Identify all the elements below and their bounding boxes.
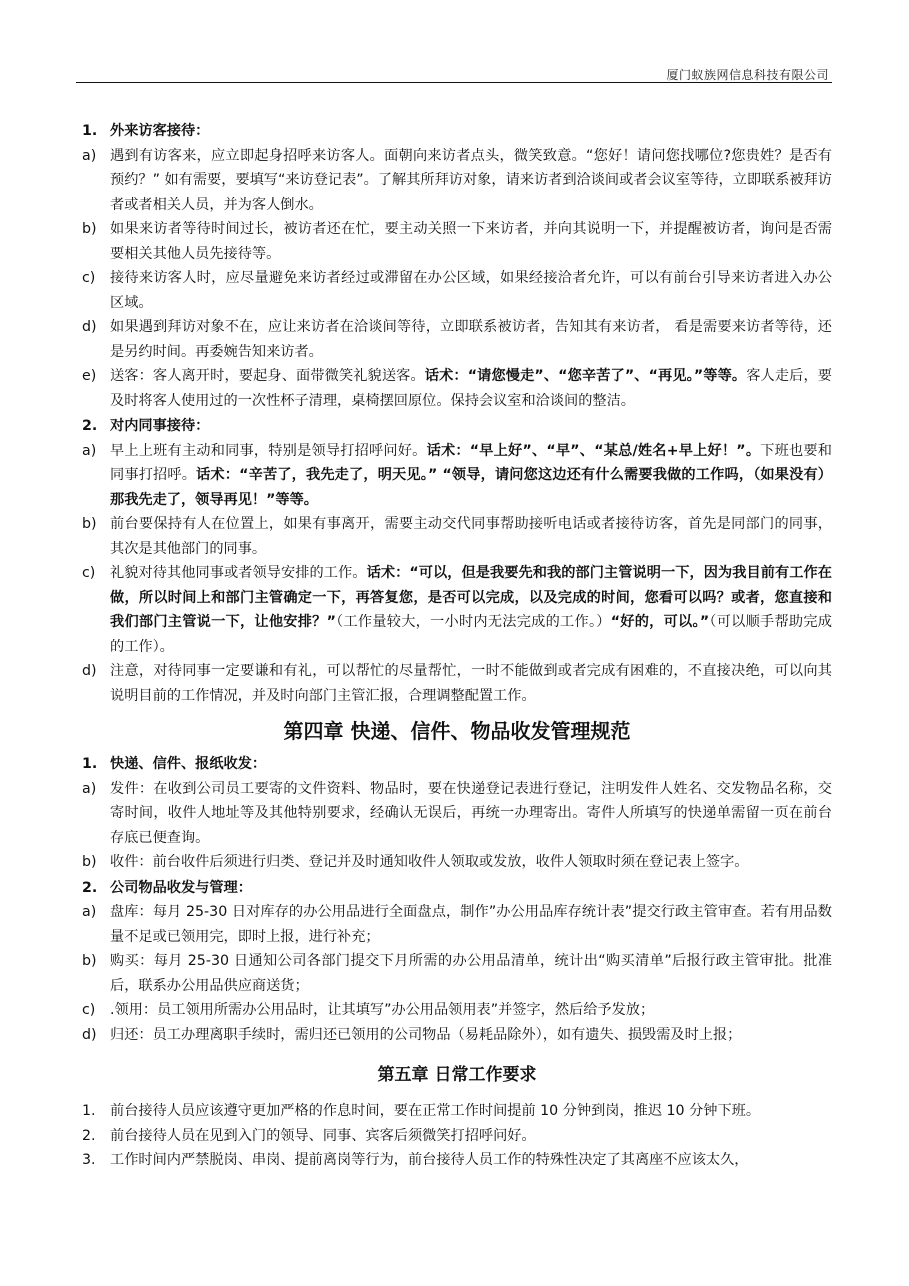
item-text — [110, 315, 832, 364]
list-item — [82, 512, 832, 561]
text-segment: 遇到有访客来，应立即起身招呼来访客人。面朝向来访者点头，微笑致意。“您好！请问您找哪位?您贵姓？是否有预约？” 如有需要，要填写“来访登记表”。了解其所拜访对象，请来访者到洽谈间或者会议室等待，立即联系被拜访者或者相关人员，并为客人倒水。 — [110, 147, 832, 213]
section-title: 公司物品收发与管理： — [110, 879, 252, 896]
item-text — [110, 998, 832, 1023]
item-label: 1. — [82, 1103, 96, 1119]
list-item — [82, 217, 832, 266]
script-phrase: 话术：“早上好”、“早”、“某总/姓名+早上好！”。 — [426, 442, 761, 459]
item-label: a) — [82, 147, 97, 164]
text-segment: （工作量较大，一小时内无法完成的工作。） — [335, 614, 611, 630]
section-heading — [82, 119, 832, 144]
numbered-item — [82, 1124, 832, 1149]
section-title: 对内同事接待： — [110, 418, 210, 434]
list-item — [82, 777, 832, 851]
list-item — [82, 659, 832, 708]
script-phrase: “好的，可以。” — [610, 614, 710, 630]
item-text: 前台接待人员应该遵守更加严格的作息时间，要在正常工作时间提前 10 分钟到岗，推迟 10 分钟下班。 — [110, 1103, 761, 1119]
text-segment: .领用：员工领用所需办公用品时，让其填写”办公用品领用表”并签字，然后给予发放； — [110, 1002, 655, 1018]
section-heading — [82, 876, 832, 901]
item-label: d) — [82, 1026, 97, 1043]
item-text: 前台接待人员在见到入门的领导、同事、宾客后须微笑打招呼问好。 — [110, 1127, 536, 1144]
script-phrase: 话术：“可以，但是我要先和我的部门主管说明一下，因为我目前有工作在做，所以时间上和部门主管确定一下，再答复您，是否可以完成，以及完成的时间，您看可以吗？或者，您直接和我们部门主管说一下，让他安排？” — [110, 565, 832, 630]
item-text — [110, 217, 832, 266]
section-heading — [82, 414, 832, 439]
item-text — [110, 777, 832, 851]
text-segment: 下班也要和同事打招呼。 — [110, 442, 832, 483]
list-item — [82, 949, 832, 998]
chapter-title: 第五章 日常工作要求 — [377, 1065, 537, 1085]
item-text — [110, 144, 832, 218]
list-item — [82, 1023, 832, 1048]
item-label: 3. — [82, 1152, 96, 1168]
section-number: 1. — [82, 756, 98, 772]
text-segment: 礼貌对待其他同事或者领导安排的工作。 — [110, 565, 367, 581]
text-segment: 收件：前台收件后须进行归类、登记并及时通知收件人领取或发放，收件人领取时须在登记表上签字。 — [110, 854, 749, 870]
script-phrase: 话术：“请您慢走”、“您辛苦了”、“再见。”等等。 — [424, 368, 747, 384]
text-segment: 客人走后，要及时将客人使用过的一次性杯子清理，桌椅摆回原位。保持会议室和洽谈间的整洁。 — [110, 368, 832, 409]
item-label: b) — [82, 953, 97, 969]
text-segment: 购买：每月 25-30 日通知公司各部门提交下月所需的办公用品清单，统计出“购买清单”后报行政主管审批。批准后，联系办公用品供应商送货； — [110, 953, 832, 994]
list-item — [82, 561, 832, 659]
item-text — [110, 561, 832, 659]
item-label: d) — [82, 663, 97, 679]
list-item — [82, 144, 832, 218]
item-label: b) — [82, 516, 97, 532]
section-number: 2. — [82, 418, 98, 434]
item-text — [110, 439, 832, 513]
item-text — [110, 900, 832, 949]
script-phrase: 话术：“辛苦了，我先走了，明天见。” “领导，请问您这边还有什么需要我做的工作吗，（如果没有）那我先走了，领导再见！”等等。 — [110, 467, 832, 508]
item-label: e) — [82, 368, 97, 384]
section-title: 外来访客接待： — [110, 123, 210, 139]
text-segment: 注意，对待同事一定要谦和有礼，可以帮忙的尽量帮忙，一时不能做到或者完成有困难的，不直接决绝，可以向其说明目前的工作情况，并及时向部门主管汇报，合理调整配置工作。 — [110, 663, 832, 704]
item-text — [110, 364, 832, 413]
item-label: b) — [82, 854, 97, 870]
item-label: 2. — [82, 1127, 96, 1144]
item-text — [110, 512, 832, 561]
list-item — [82, 850, 832, 875]
header-company-name: 厦门蚁族网信息科技有限公司 — [666, 68, 829, 82]
item-label: c) — [82, 270, 96, 286]
numbered-item — [82, 1148, 832, 1173]
text-segment: 接待来访客人时，应尽量避免来访者经过或滞留在办公区域，如果经接洽者允许，可以有前台引导来访者进入办公区域。 — [110, 270, 832, 311]
item-text — [110, 659, 832, 708]
text-segment: 如果来访者等待时间过长，被访者还在忙，要主动关照一下来访者，并向其说明一下，并提醒被访者，询问是否需要相关其他人员先接待等。 — [110, 221, 832, 262]
item-label: d) — [82, 319, 97, 335]
chapter-title: 第四章 快递、信件、物品收发管理规范 — [283, 719, 631, 743]
item-text — [110, 949, 832, 998]
text-segment: 发件：在收到公司员工要寄的文件资料、物品时，要在快递登记表进行登记，注明发件人姓名、交发物品名称，交寄时间，收件人地址等及其他特别要求，经确认无误后，再统一办理寄出。寄件人所填写的快递单需留一页在前台存底已便查询。 — [110, 780, 832, 846]
item-label: a) — [82, 780, 97, 797]
item-label: c) — [82, 565, 96, 581]
section-heading — [82, 752, 832, 777]
text-segment: 送客：客人离开时，要起身、面带微笑礼貌送客。 — [110, 368, 425, 384]
item-text — [110, 850, 832, 875]
section-number: 2. — [82, 879, 98, 896]
document-body — [82, 118, 832, 1173]
list-item — [82, 439, 832, 513]
item-label: a) — [82, 442, 97, 459]
numbered-item — [82, 1099, 832, 1124]
item-label: a) — [82, 904, 97, 920]
section-title: 快递、信件、报纸收发： — [110, 756, 267, 772]
text-segment: 前台要保持有人在位置上，如果有事离开，需要主动交代同事帮助接听电话或者接待访客，首先是同部门的同事，其次是其他部门的同事。 — [110, 516, 832, 557]
text-segment: 盘库：每月 25-30 日对库存的办公用品进行全面盘点，制作”办公用品库存统计表”提交行政主管审查。若有用品数量不足或已领用完，即时上报，进行补充； — [110, 904, 832, 945]
text-segment: 早上上班有主动和同事，特别是领导打招呼问好。 — [110, 442, 427, 459]
item-text: 工作时间内严禁脱岗、串岗、提前离岗等行为，前台接待人员工作的特殊性决定了其离座不应该太久， — [110, 1152, 749, 1168]
text-segment: 如果遇到拜访对象不在，应让来访者在洽谈间等待，立即联系被访者，告知其有来访者， 看是需要来访者等待，还是另约时间。再委婉告知来访者。 — [110, 319, 832, 360]
list-item — [82, 900, 832, 949]
list-item — [82, 266, 832, 315]
item-label: c) — [82, 1002, 96, 1018]
item-text — [110, 266, 832, 315]
item-text — [110, 1023, 832, 1048]
list-item — [82, 315, 832, 364]
text-segment: 归还：员工办理离职手续时，需归还已领用的公司物品（易耗品除外），如有遗失、损毁需及时上报； — [110, 1026, 742, 1043]
text-segment: （可以顺手帮助完成的工作）。 — [110, 614, 832, 655]
header-divider — [76, 82, 832, 83]
section-number: 1. — [82, 123, 98, 139]
item-label: b) — [82, 221, 97, 237]
list-item — [82, 998, 832, 1023]
list-item — [82, 364, 832, 413]
